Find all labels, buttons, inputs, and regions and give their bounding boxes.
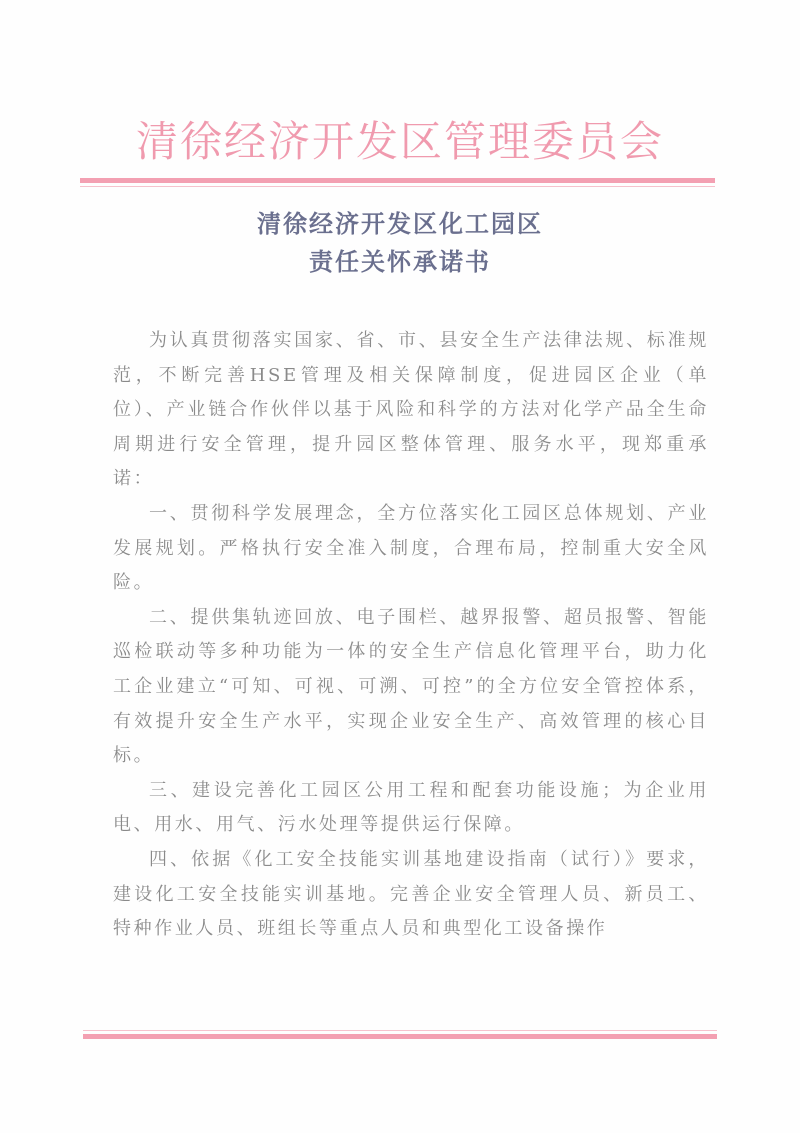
letterhead-org-name: 清徐经济开发区管理委员会	[135, 117, 664, 166]
paragraph-item-1: 一、贯彻科学发展理念，全方位落实化工园区总体规划、产业发展规划。严格执行安全准入制度，合理布局，控制重大安全风险。	[113, 502, 709, 594]
title-line-2: 责任关怀承诺书	[309, 248, 491, 276]
title-line-1: 清徐经济开发区化工园区	[257, 210, 543, 238]
document-body	[113, 324, 709, 947]
paragraph-intro: 为认真贯彻落实国家、省、市、县安全生产法律法规、标准规范，不断完善HSE管理及相关保障制度，促进园区企业（单位）、产业链合作伙伴以基于风险和科学的方法对化学产品全生命周期进行安全管理，提升园区整体管理、服务水平，现郑重承诺：	[113, 330, 709, 490]
paragraph-item-4: 四、依据《化工安全技能实训基地建设指南（试行）》要求，建设化工安全技能实训基地。完善企业安全管理人员、新员工、特种作业人员、班组长等重点人员和典型化工设备操作	[113, 848, 709, 940]
footer-rule-thin	[83, 1030, 717, 1031]
paragraph-item-2: 二、提供集轨迹回放、电子围栏、越界报警、超员报警、智能巡检联动等多种功能为一体的安全生产信息化管理平台，助力化工企业建立“可知、可视、可溯、可控”的全方位安全管控体系，有效提升安全生产水平，实现企业安全生产、高效管理的核心目标。	[113, 606, 709, 767]
letterhead-rule-thin	[80, 186, 715, 187]
paragraph-item-3: 三、建设完善化工园区公用工程和配套功能设施；为企业用电、用水、用气、污水处理等提供运行保障。	[113, 779, 709, 836]
letterhead-rule-thick	[80, 178, 715, 183]
footer-rule-thick	[83, 1034, 717, 1039]
document-title	[150, 205, 650, 281]
